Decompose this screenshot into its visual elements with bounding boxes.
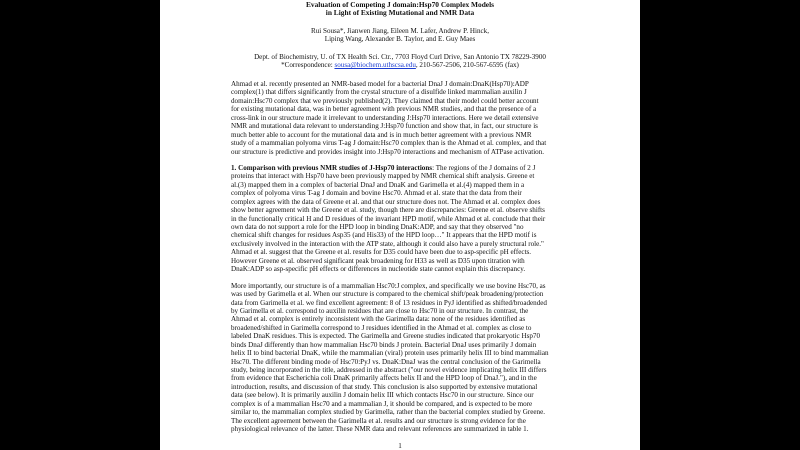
author-list [160, 27, 640, 44]
body-text [231, 80, 591, 442]
intro-line: complex(1) that differs significantly from the crystal structure of a disulfide linked mammalian auxilin J [231, 88, 527, 97]
comparison-line: from evidence that Escherichia coli DnaK primarily affects helix II and the HPD loop of DnaJ."), and in the [231, 374, 537, 383]
intro-line: cross-link in our structure made it irrelevant to understanding J:Hsp70 interactions. Here we detail extensive [231, 113, 539, 122]
paragraph-comparison [231, 282, 591, 434]
section-1-heading: 1. Comparison with previous NMR studies of J-Hsp70 interactions [231, 163, 433, 172]
section-1-line: : The regions of the J domains of 2 J [432, 163, 536, 172]
title-line-2: in Light of Existing Mutational and NMR Data [325, 8, 475, 18]
comparison-line: More importantly, our structure is of a mammalian Hsc70:J complex, and specifically we use bovine Hsc70, as [231, 281, 546, 290]
comparison-line: Hsc70. The different binding mode of Hsc70:PyJ vs. DnaK:DnaJ was the central conclusion of the Garimella [231, 357, 541, 366]
comparison-line: physiological relevance of the latter. These NMR data and relevant references are summarized in table 1. [231, 425, 529, 434]
authors-line-1: Rui Sousa*, Jianwen Jiang, Eileen M. Lafer, Andrew P. Hinck, [310, 27, 489, 35]
email-link[interactable]: sousa@biochem.uthscsa.edu [334, 61, 416, 70]
comparison-line: binds DnaJ differently than how mammalian Hsc70 binds J protein. Bacterial DnaJ uses primarily J domain [231, 340, 537, 349]
title-line-1: Evaluation of Competing J domain:Hsp70 Complex Models [305, 0, 495, 9]
section-1-line: Ahmad et al. suggest that the Greene et al. results for D35 could have been due to asp-specific pH effects. [231, 248, 532, 257]
paragraph-section-1 [231, 164, 591, 274]
intro-line: domain:Hsc70 complex that we previously published(2). They claimed that their model could better account [231, 96, 539, 105]
affiliation: Dept. of Biochemistry, U. of TX Health Sci. Ctr., 7703 Floyd Curl Drive, San Antonio TX 78229-3900 [254, 53, 546, 61]
intro-line: our structure is predictive and provides insight into J:Hsp70 interactions and mechanism of ATPase activation. [231, 147, 545, 156]
authors-line-2: Liping Wang, Alexander B. Taylor, and E. Guy Maes [324, 35, 476, 44]
correspondence-suffix: , 210-567-2506, 210-567-6595 (fax) [415, 61, 519, 70]
comparison-line: Ahmad et al. complex is entirely inconsistent with the Garimella data: none of the residues identified as [231, 315, 526, 324]
comparison-line: helix II to bind bacterial DnaK, while the mammalian (viral) protein uses primarily helix III to bind mammalian [231, 349, 549, 358]
correspondence [160, 61, 640, 69]
comparison-line: by Garimella et al. correspond to auxilin residues that are close to Hsc70 in our structure. In contrast, the [231, 306, 529, 315]
comparison-line: data from Garimella et al. we find excellent agreement: 8 of 13 residues in PyJ identified as shifted/broadended [231, 298, 547, 307]
intro-line: Ahmad et al. recently presented an NMR-based model for a bacterial DnaJ J domain:DnaK(Hsp70):ADP [231, 80, 529, 88]
intro-line: for existing mutational data, was in better agreement with previous NMR studies, and that the presence of a [231, 105, 537, 114]
intro-line: study of a mammalian polyoma virus T-ag J domain:Hsc70 complex than is the Ahmad et al. complex, and that [231, 139, 547, 148]
section-1-line: proteins that interact with Hsp70 have been previously mapped by NMR chemical shift analysis. Greene et [231, 172, 535, 181]
section-1-line: show better agreement with the Greene et al. study, though there are discrepancies: Greene et al. observe shifts [231, 206, 545, 215]
section-1-line: However Greene et al. observed significant peak broadening for H33 as well as D35 upon titration with [231, 256, 525, 265]
paragraph-intro [231, 80, 591, 156]
paper-title [160, 1, 640, 18]
paper-page [160, 0, 640, 450]
comparison-line: data (see below). It is primarily auxilin J domain helix III which contacts Hsc70 in our structure. Since our [231, 391, 534, 400]
comparison-line: labeled DnaK residues. This is expected. The Garimella and Greene studies indicated that prokaryotic Hsp70 [231, 332, 541, 341]
section-1-first-line [231, 164, 591, 172]
section-1-line: exclusively involved in the interaction with the ATP state, although it could also have a purely structural role." [231, 239, 544, 248]
intro-line: much better able to account for the mutational data and is in much better agreement with a previous NMR [231, 130, 532, 139]
comparison-line: The excellent agreement between the Garimella et al. results and our structure is strong evidence for the [231, 416, 526, 425]
section-1-line: complex of polyoma virus T-ag J domain and bovine Hsc70. Ahmad et al. state that the data from their [231, 189, 522, 198]
comparison-line: broadened/shifted in Garimella correspond to J residues identified in the Ahmad et al. complex as close to [231, 323, 532, 332]
section-1-line: DnaK:ADP so asp-specific pH effects or differences in nucleotide state cannot explain this discrepancy. [231, 265, 526, 274]
affiliation-block [160, 53, 640, 70]
intro-line: NMR and mutational data relevant to understanding J:Hsp70 function and show that, in fact, our structure is [231, 122, 538, 131]
comparison-line: study, being incorporated in the title, addressed in the abstract ("our novel evidence implicating helix III differs [231, 366, 547, 374]
section-1-line: in the functionally critical H and D residues of the invariant HPD motif, while Ahmad et al. conclude that their [231, 214, 546, 223]
correspondence-prefix: *Correspondence: [281, 61, 335, 70]
comparison-line: complex is of a mammalian Hsc70 and a mammalian J, it should be compared, and is expected to be more [231, 399, 533, 408]
comparison-line: introduction, results, and discussion of that study. This conclusion is also supported by extensive mutational [231, 382, 538, 391]
section-1-line: complex agrees with the data of Greene et al. and that our structure does not. The Ahmad et al. complex does [231, 197, 541, 206]
section-1-line: chemical shift changes for residues Asp35 (and His33) of the HPD loop…" It appears that the HPD motif is [231, 231, 537, 240]
comparison-line: was used by Garimella et al. When our structure is compared to the chemical shift/peak broadening/protection [231, 290, 544, 299]
section-1-line: al.(3) mapped them in a complex of bacterial DnaJ and DnaK and Garimella et al.(4) mapped them in a [231, 180, 525, 189]
section-1-line: own data do not support a role for the HPD loop in binding DnaK:ADP, and say that they observed "no [231, 223, 524, 231]
page-number: 1 [398, 442, 402, 450]
comparison-line: similar to, the mammalian complex studied by Garimella, rather than the bacterial complex studied by Greene. [231, 408, 545, 417]
